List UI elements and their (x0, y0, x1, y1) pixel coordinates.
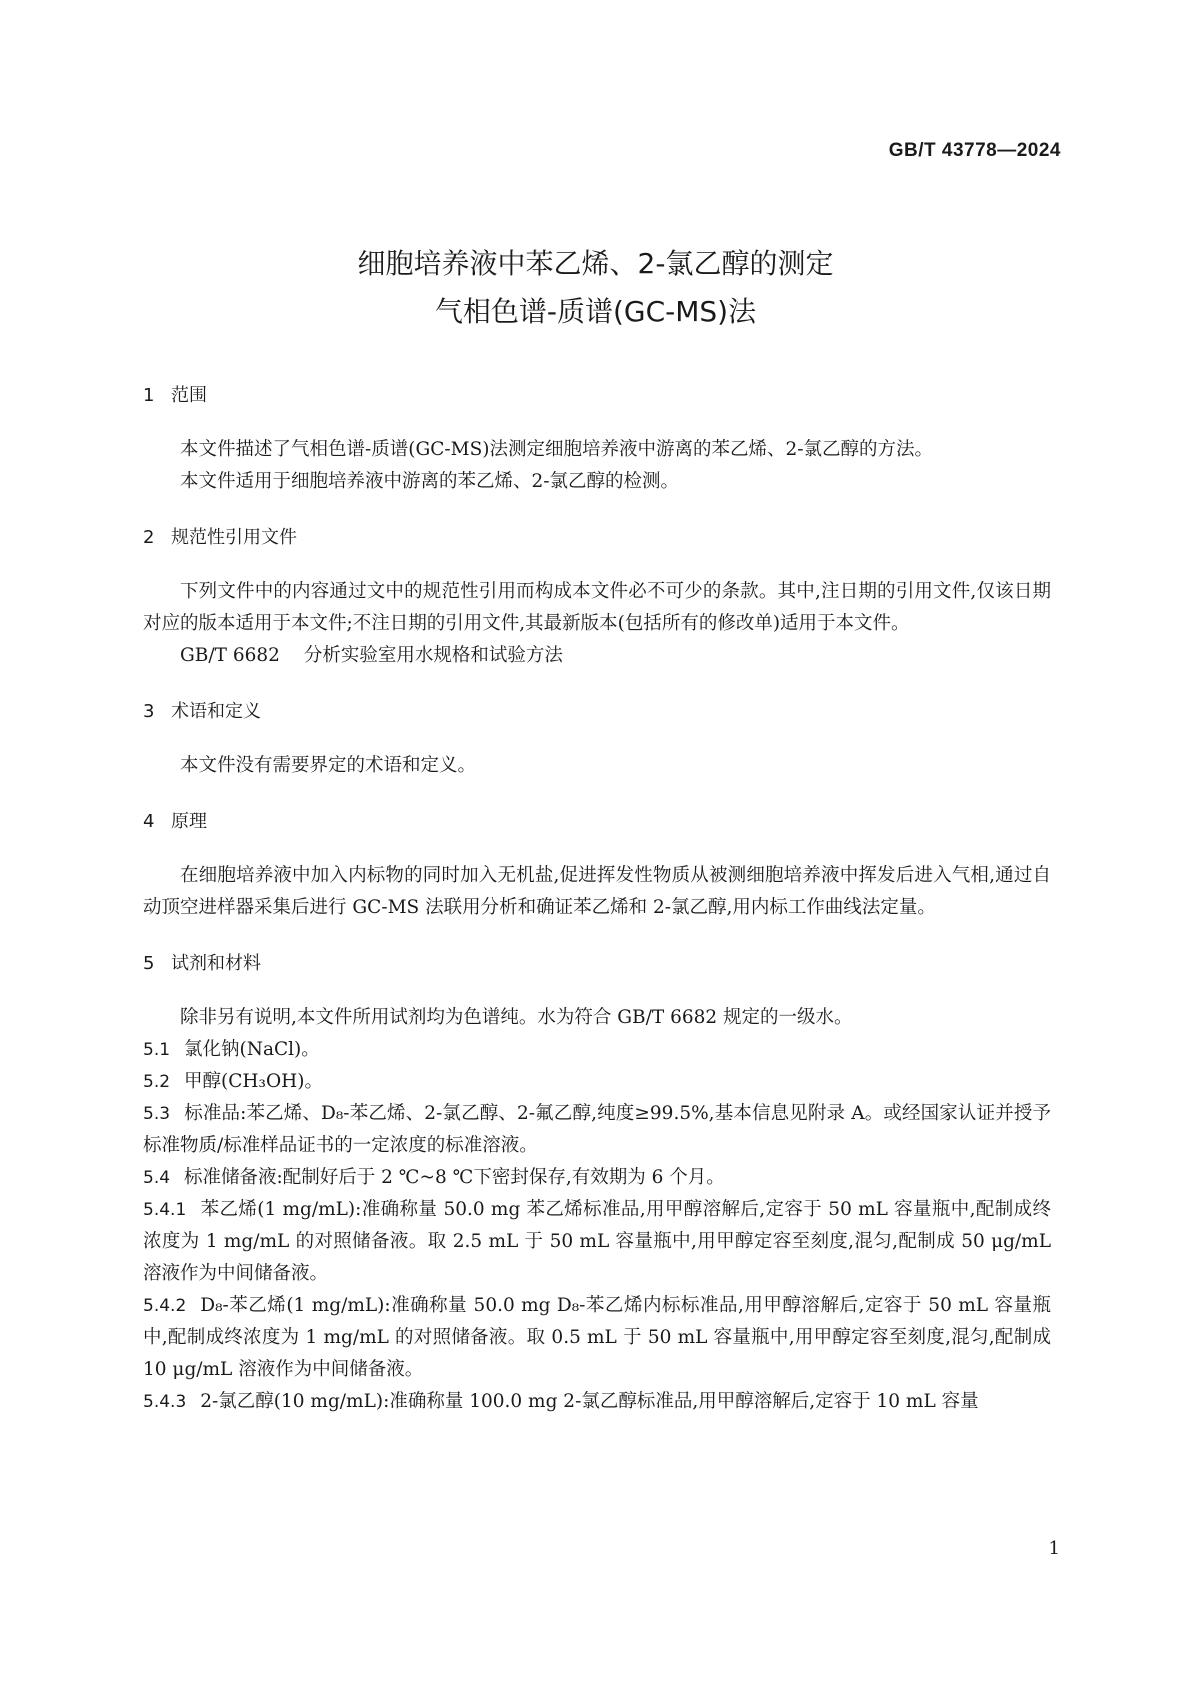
clause-text: 标准品:苯乙烯、D₈-苯乙烯、2-氯乙醇、2-氟乙醇,纯度≥99.5%,基本信息见附录 A。或经国家认证并授予标准物质/标准样品证书的一定浓度的标准溶液。 (143, 1103, 1051, 1156)
section-title: 术语和定义 (171, 701, 261, 722)
paragraph: 本文件没有需要界定的术语和定义。 (180, 755, 477, 776)
clause-text: 氯化钠(NaCl)。 (184, 1039, 320, 1060)
section-title: 规范性引用文件 (171, 527, 297, 548)
clause-number: 5.4.3 (143, 1392, 187, 1412)
section-scope (143, 380, 1051, 498)
clause-text: 2-氯乙醇(10 mg/mL):准确称量 100.0 mg 2-氯乙醇标准品,用甲醇溶解后,定容于 10 mL 容量 (200, 1391, 979, 1412)
paragraph: 下列文件中的内容通过文中的规范性引用而构成本文件必不可少的条款。其中,注日期的引用文件,仅该日期对应的版本适用于本文件;不注日期的引用文件,其最新版本(包括所有的修改单)适用于本文件。 (143, 581, 1051, 634)
clause-number: 5.4 (143, 1168, 171, 1188)
section-normative-references (143, 522, 1051, 672)
section-reagents (143, 948, 1051, 1418)
section-title: 范围 (171, 385, 207, 406)
section-heading (143, 948, 1051, 980)
clause-number: 5.3 (143, 1104, 171, 1124)
document-title (0, 240, 1191, 336)
clause-text: 标准储备液:配制好后于 2 ℃~8 ℃下密封保存,有效期为 6 个月。 (184, 1167, 725, 1188)
clause-5-4-2 (143, 1290, 1051, 1386)
section-title: 原理 (171, 811, 207, 832)
clause-5-2 (143, 1066, 1051, 1098)
section-heading (143, 380, 1051, 412)
clause-number: 5.2 (143, 1072, 171, 1092)
section-principle (143, 806, 1051, 924)
section-heading (143, 696, 1051, 728)
standard-number: GB/T 43778—2024 (888, 140, 1061, 161)
clause-number: 5.1 (143, 1040, 171, 1060)
document-body (143, 380, 1051, 1442)
clause-number: 5.4.1 (143, 1200, 187, 1220)
paragraph: 在细胞培养液中加入内标物的同时加入无机盐,促进挥发性物质从被测细胞培养液中挥发后进入气相,通过自动顶空进样器采集后进行 GC-MS 法联用分析和确证苯乙烯和 2-氯乙醇,用内标工作曲线法定量。 (143, 865, 1051, 918)
page-number: 1 (1048, 1538, 1060, 1559)
section-terms (143, 696, 1051, 782)
paragraph: 除非另有说明,本文件所用试剂均为色谱纯。水为符合 GB/T 6682 规定的一级水。 (180, 1007, 853, 1028)
clause-5-4 (143, 1162, 1051, 1194)
section-number: 4 (143, 811, 155, 832)
reference-title: 分析实验室用水规格和试验方法 (303, 645, 563, 666)
section-number: 3 (143, 701, 155, 722)
clause-text: 苯乙烯(1 mg/mL):准确称量 50.0 mg 苯乙烯标准品,用甲醇溶解后,定容于 50 mL 容量瓶中,配制成终浓度为 1 mg/mL 的对照储备液。取 2.5 mL 于 50 mL 容量瓶中,用甲醇定容至刻度,混匀,配制成 50 μg/mL 溶液作为中间储备液。 (143, 1199, 1051, 1284)
section-number: 2 (143, 527, 155, 548)
section-number: 5 (143, 953, 155, 974)
clause-number: 5.4.2 (143, 1296, 187, 1316)
clause-5-1 (143, 1034, 1051, 1066)
title-line-2: 气相色谱-质谱(GC-MS)法 (434, 295, 757, 328)
clause-5-3 (143, 1098, 1051, 1162)
clause-5-4-1 (143, 1194, 1051, 1290)
reference-entry (143, 640, 1051, 672)
section-heading (143, 522, 1051, 554)
reference-code: GB/T 6682 (180, 645, 280, 666)
section-title: 试剂和材料 (171, 953, 261, 974)
title-line-1: 细胞培养液中苯乙烯、2-氯乙醇的测定 (357, 247, 834, 280)
clause-5-4-3 (143, 1386, 1051, 1418)
section-number: 1 (143, 385, 155, 406)
clause-text: D₈-苯乙烯(1 mg/mL):准确称量 50.0 mg D₈-苯乙烯内标标准品,用甲醇溶解后,定容于 50 mL 容量瓶中,配制成终浓度为 1 mg/mL 的对照储备液。取 0.5 mL 于 50 mL 容量瓶中,用甲醇定容至刻度,混匀,配制成 10 μg/mL 溶液作为中间储备液。 (143, 1295, 1051, 1380)
paragraph: 本文件适用于细胞培养液中游离的苯乙烯、2-氯乙醇的检测。 (180, 471, 680, 492)
clause-text: 甲醇(CH₃OH)。 (184, 1071, 323, 1092)
section-heading (143, 806, 1051, 838)
paragraph: 本文件描述了气相色谱-质谱(GC-MS)法测定细胞培养液中游离的苯乙烯、2-氯乙醇的方法。 (180, 439, 934, 460)
